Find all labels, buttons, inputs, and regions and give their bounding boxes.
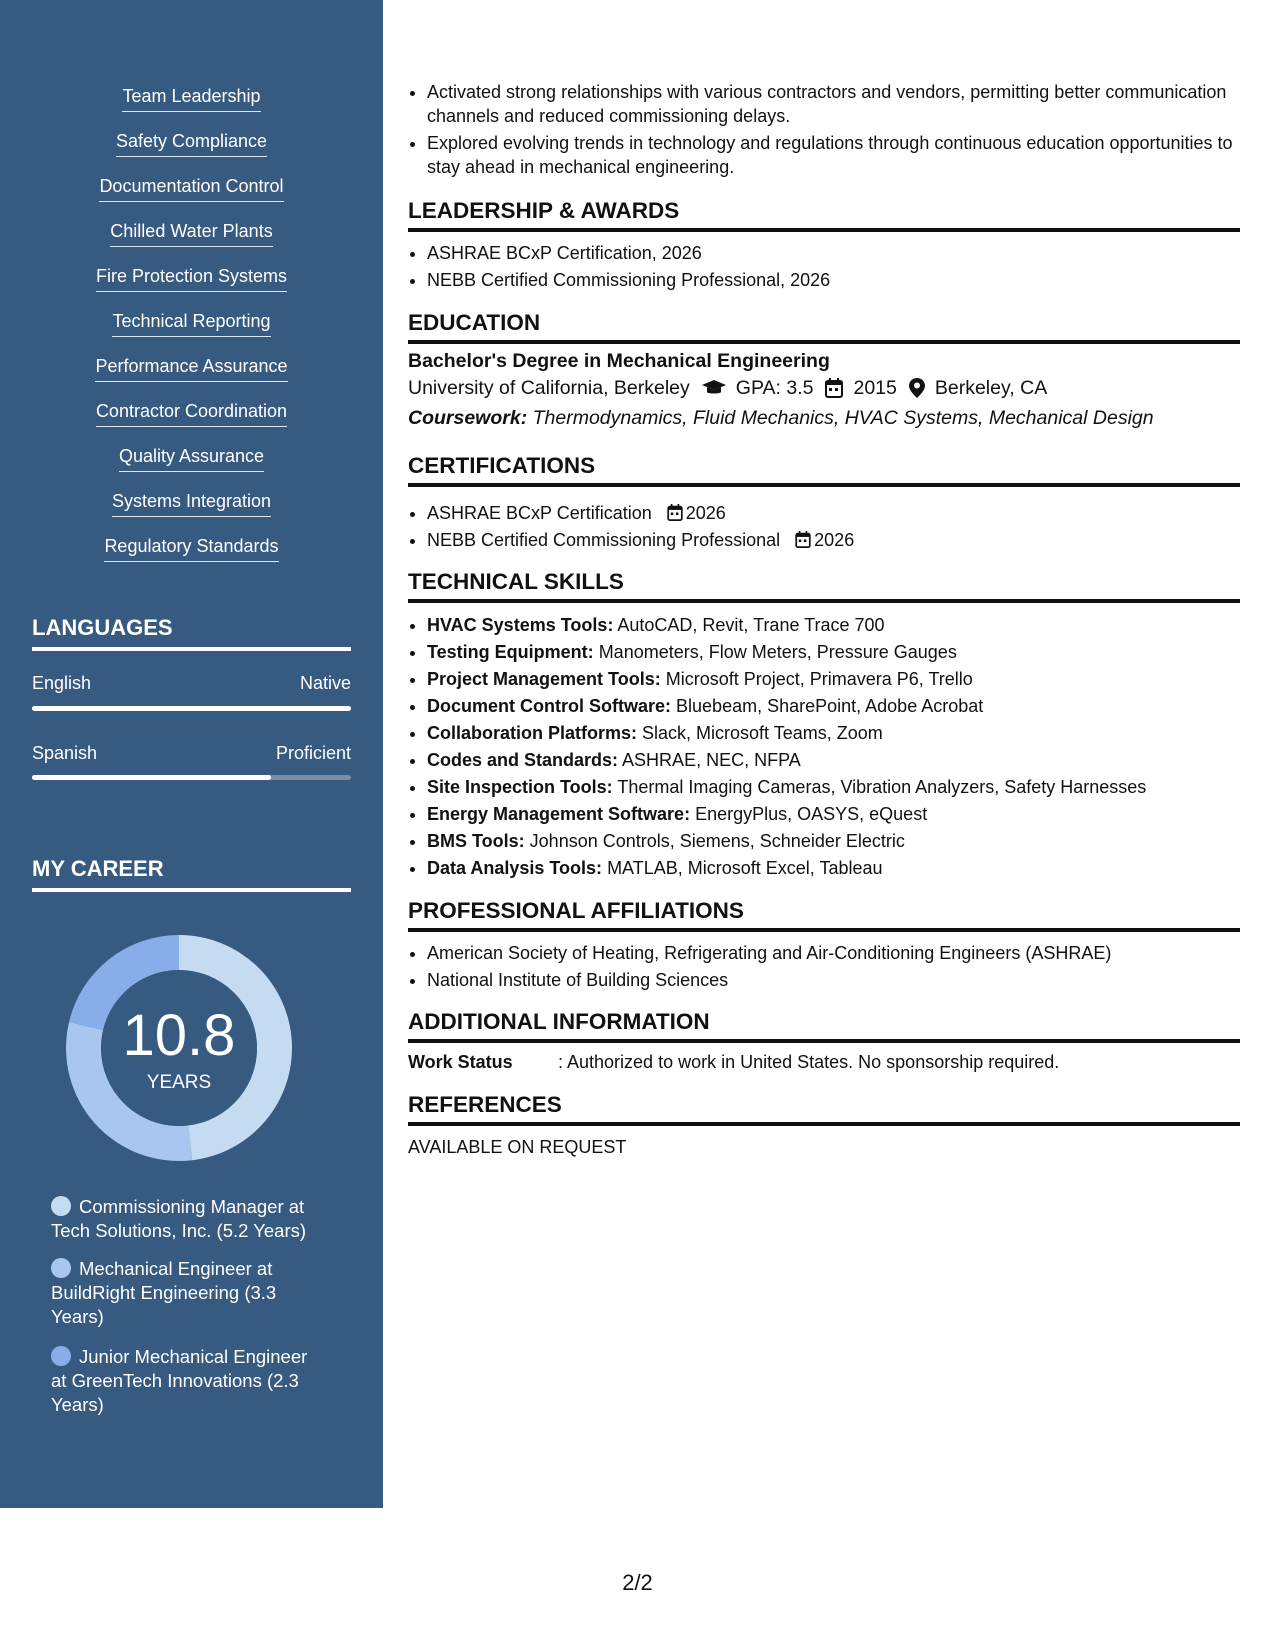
- skill-value: Bluebeam, SharePoint, Adobe Acrobat: [676, 696, 984, 716]
- additional-info: [408, 1050, 1240, 1074]
- list-item: • Explored evolving trends in technology and regulations through continuous education opportunities to stay ahead in mechanical engineering.: [427, 131, 1240, 179]
- skill-value: Slack, Microsoft Teams, Zoom: [642, 723, 883, 743]
- section-heading-technical-skills: TECHNICAL SKILLS: [408, 568, 1240, 603]
- list-item: • American Society of Heating, Refrigerating and Air-Conditioning Engineers (ASHRAE): [427, 940, 1240, 967]
- education-gpa: GPA: 3.5: [735, 377, 814, 399]
- language-row: [32, 673, 351, 694]
- coursework-label: Coursework:: [408, 407, 528, 429]
- skill-label: HVAC Systems Tools:: [427, 615, 614, 635]
- map-pin-icon: [909, 378, 925, 398]
- skill-tag: Safety Compliance: [116, 129, 267, 157]
- career-dot-icon: [51, 1196, 71, 1216]
- skill-label: Collaboration Platforms:: [427, 723, 638, 743]
- experience-bullets: [408, 80, 1240, 179]
- career-heading: MY CAREER: [32, 856, 351, 892]
- career-item-text: Mechanical Engineer at BuildRight Engineering (3.3 Years): [51, 1258, 277, 1327]
- career-dot-icon: [51, 1346, 71, 1366]
- career-total: [66, 935, 292, 1161]
- sidebar: [0, 0, 383, 1508]
- leadership-list: [408, 240, 1240, 294]
- skill-label: BMS Tools:: [427, 831, 525, 851]
- list-item: • Activated strong relationships with various contractors and vendors, permitting better communication channels and reduced commissioning delays.: [427, 80, 1240, 128]
- graduation-cap-icon: [702, 379, 726, 397]
- list-item: [427, 639, 1240, 666]
- skill-value: AutoCAD, Revit, Trane Trace 700: [617, 615, 885, 635]
- list-item: [427, 720, 1240, 747]
- list-item: [427, 527, 1240, 554]
- language-level: Proficient: [275, 743, 351, 763]
- skill-tag: Contractor Coordination: [96, 399, 287, 427]
- skill-value: ASHRAE, NEC, NFPA: [622, 750, 801, 770]
- certification-year: 2026: [685, 503, 726, 523]
- certification-year: 2026: [814, 530, 855, 550]
- language-bar-fill: [32, 775, 271, 780]
- list-item: • NEBB Certified Commissioning Professional, 2026: [427, 267, 1240, 294]
- skill-label: Energy Management Software:: [427, 804, 691, 824]
- career-dot-icon: [51, 1258, 71, 1278]
- language-bar-fill: [32, 706, 351, 711]
- education-school: University of California, Berkeley: [408, 377, 690, 399]
- career-total-unit: YEARS: [146, 1072, 212, 1093]
- section-heading-certifications: CERTIFICATIONS: [408, 452, 1240, 487]
- list-item: [427, 500, 1240, 527]
- career-item: [51, 1345, 321, 1417]
- skill-label: Testing Equipment:: [427, 642, 594, 662]
- career-total-number: 10.8: [122, 1003, 236, 1068]
- calendar-icon: [667, 504, 683, 521]
- career-item-text: Commissioning Manager at Tech Solutions, Inc. (5.2 Years): [51, 1196, 307, 1241]
- section-heading-affiliations: PROFESSIONAL AFFILIATIONS: [408, 897, 1240, 932]
- education-entry: [408, 350, 1240, 433]
- certification-name: ASHRAE BCxP Certification: [427, 503, 652, 523]
- skill-label: Project Management Tools:: [427, 669, 661, 689]
- skill-tag: Documentation Control: [99, 174, 283, 202]
- coursework-text: Thermodynamics, Fluid Mechanics, HVAC Systems, Mechanical Design: [532, 407, 1154, 429]
- skill-label: Document Control Software:: [427, 696, 672, 716]
- career-donut-chart: [66, 935, 292, 1161]
- skill-value: Johnson Controls, Siemens, Schneider Electric: [529, 831, 905, 851]
- skill-value: MATLAB, Microsoft Excel, Tableau: [607, 858, 883, 878]
- section-heading-education: EDUCATION: [408, 309, 1240, 344]
- career-item-text: Junior Mechanical Engineer at GreenTech Innovations (2.3 Years): [51, 1346, 308, 1415]
- technical-skills-list: [408, 612, 1240, 882]
- education-coursework: [408, 403, 1240, 433]
- skill-value: Manometers, Flow Meters, Pressure Gauges: [598, 642, 957, 662]
- career-item: [51, 1195, 321, 1243]
- section-heading-additional: ADDITIONAL INFORMATION: [408, 1008, 1240, 1043]
- list-item: [427, 774, 1240, 801]
- education-year: 2015: [853, 377, 897, 399]
- list-item: [427, 828, 1240, 855]
- language-row: [32, 743, 351, 764]
- language-name: English: [32, 673, 92, 693]
- section-heading-references: REFERENCES: [408, 1091, 1240, 1126]
- skill-value: Microsoft Project, Primavera P6, Trello: [665, 669, 973, 689]
- education-degree: Bachelor's Degree in Mechanical Engineering: [408, 350, 830, 372]
- list-item: [427, 666, 1240, 693]
- skill-label: Site Inspection Tools:: [427, 777, 613, 797]
- list-item: [427, 801, 1240, 828]
- calendar-icon: [825, 378, 843, 398]
- list-item: [427, 747, 1240, 774]
- skill-value: EnergyPlus, OASYS, eQuest: [695, 804, 928, 824]
- calendar-icon: [795, 531, 811, 548]
- language-level: Native: [299, 673, 351, 693]
- list-item: • National Institute of Building Sciences: [427, 967, 1240, 994]
- skill-value: Thermal Imaging Cameras, Vibration Analyzers, Safety Harnesses: [617, 777, 1147, 797]
- education-location: Berkeley, CA: [934, 377, 1048, 399]
- skill-tag: Systems Integration: [112, 489, 271, 517]
- work-status-value: : Authorized to work in United States. No sponsorship required.: [558, 1052, 1060, 1072]
- skill-tag: Quality Assurance: [119, 444, 264, 472]
- skill-label: Codes and Standards:: [427, 750, 619, 770]
- list-item: [427, 612, 1240, 639]
- career-item: [51, 1257, 321, 1329]
- skill-tag: Performance Assurance: [95, 354, 287, 382]
- skill-tag: Team Leadership: [122, 84, 260, 112]
- skill-tag: Chilled Water Plants: [110, 219, 272, 247]
- skill-tag: Regulatory Standards: [104, 534, 278, 562]
- affiliations-list: [408, 940, 1240, 994]
- page-number: 2/2: [622, 1570, 653, 1595]
- skill-tag: Technical Reporting: [112, 309, 270, 337]
- languages-heading: LANGUAGES: [32, 615, 351, 651]
- language-bar: [32, 775, 351, 780]
- work-status-label: Work Status: [408, 1052, 513, 1072]
- references-text: AVAILABLE ON REQUEST: [408, 1137, 627, 1157]
- list-item: [427, 693, 1240, 720]
- skill-tag: Fire Protection Systems: [96, 264, 287, 292]
- section-heading-leadership: LEADERSHIP & AWARDS: [408, 197, 1240, 232]
- language-bar: [32, 706, 351, 711]
- skill-label: Data Analysis Tools:: [427, 858, 603, 878]
- language-name: Spanish: [32, 743, 98, 763]
- list-item: • ASHRAE BCxP Certification, 2026: [427, 240, 1240, 267]
- certifications-list: [408, 500, 1240, 554]
- list-item: [427, 855, 1240, 882]
- education-details: [408, 373, 1240, 403]
- certification-name: NEBB Certified Commissioning Professional: [427, 530, 781, 550]
- skills-list: [0, 84, 383, 579]
